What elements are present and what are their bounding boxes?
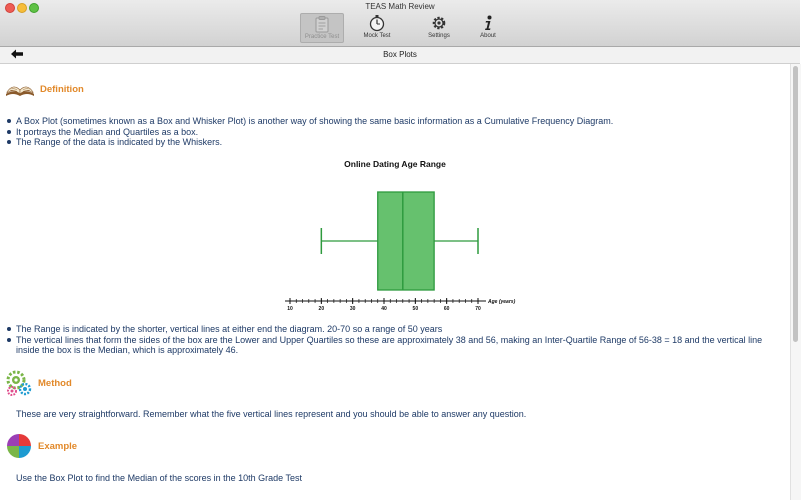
toolbar-label: Mock Test [363,33,391,39]
x-tick-label: 40 [381,306,387,312]
list-item: It portrays the Median and Quartiles as a box. [16,127,786,138]
definition-heading: Definition [40,83,84,95]
puzzle-icon [4,431,34,461]
window-title: TEAS Math Review [365,2,435,11]
gear-icon [430,14,448,32]
clipboard-icon [313,15,331,33]
definition-header [4,81,84,97]
box-plot-chart [275,158,525,312]
method-text: These are very straightforward. Remember what the five vertical lines represent and you should be able to answer any question. [16,409,527,419]
x-tick-label: 10 [287,306,293,312]
list-item: A Box Plot (sometimes known as a Box and Whisker Plot) is another way of showing the same basic information as a Cumulative Frequency Diagram. [16,116,786,127]
vertical-scrollbar[interactable] [790,64,801,500]
list-item: The vertical lines that form the sides of the box are the Lower and Upper Quartiles so these are approximately 38 and 56, making an Inter-Quartile Range of 56-38 = 18 and the vertical line inside the box is the Median, which is approximately 46. [16,335,786,356]
method-heading: Method [38,377,72,389]
stopwatch-icon [368,14,386,32]
toolbar-label: About [480,33,496,39]
navigation-bar [0,47,800,64]
lesson-content [0,64,790,500]
toolbar-label: Practice Test [304,34,340,40]
interquartile-box [378,192,434,290]
x-tick-label: 30 [349,306,356,312]
info-icon [479,14,497,32]
toolbar-about-button[interactable] [467,13,509,41]
page-title: Box Plots [383,50,417,59]
definition-list [0,116,786,148]
window-toolbar [0,0,800,47]
list-item: The Range is indicated by the shorter, vertical lines at either end the diagram. 20-70 so a range of 50 years [16,324,786,335]
x-axis-label: Age (years) [488,299,516,305]
toolbar-practice-test-button[interactable] [300,13,344,43]
method-header [4,368,72,398]
example-heading: Example [38,440,78,452]
toolbar-label: Settings [428,33,450,39]
example-header [4,431,77,461]
example-text: Use the Box Plot to find the Median of the scores in the 10th Grade Test [16,473,303,483]
toolbar-mock-test-button[interactable] [356,13,398,41]
gears-icon [4,368,34,398]
chart-title: Online Dating Age Range [344,159,446,169]
x-tick-label: 20 [318,306,325,312]
scrollbar-thumb[interactable] [793,66,798,342]
x-tick-label: 50 [412,306,419,312]
x-tick-label: 70 [475,306,481,312]
list-item: The Range of the data is indicated by the Whiskers. [16,137,786,148]
open-book-icon [4,81,36,97]
x-tick-label: 60 [443,306,450,312]
explanation-list [0,324,786,356]
toolbar-settings-button[interactable] [418,13,460,41]
